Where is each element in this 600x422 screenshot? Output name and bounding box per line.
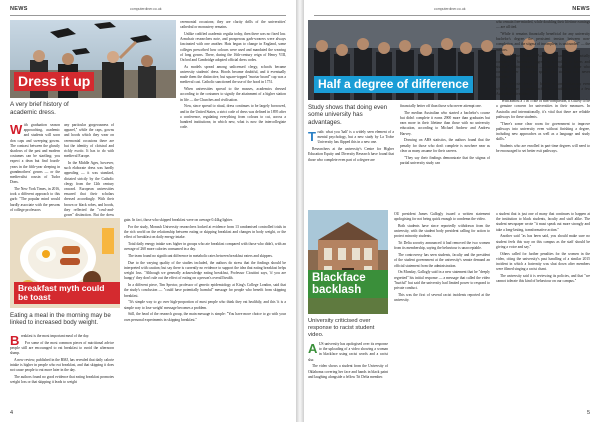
paragraph: Total daily energy intake was higher in groups who ate breakfast compared with those who didn't, with an average of 260 more calories consumed in a day. xyxy=(124,242,286,252)
page-number: 4 xyxy=(10,410,14,416)
paragraph: ruth: what you 'half' is a widely seen element of a mental psychology, but a new study by La Trobe University has flipped this in a new one. xyxy=(317,130,394,145)
paragraph: a student that is just one of many that continues to happen at the institution to black students, faculty and staff alike. The student newspaper wrote "it must speak out more strongly and take a long-lasting, transformative action." xyxy=(496,212,590,232)
story1-col2 xyxy=(64,123,114,218)
paragraph: Others called for further penalties for the women in the video, citing the university's past handling of a similar 2015 incident in which a fraternity was shut down after members were filmed singing a racist chant. xyxy=(496,251,590,272)
paragraph: US university has apologised over its response to the uploading of a video showing a woman in blackface using racist words and a racist slur. xyxy=(308,342,388,362)
header-rule xyxy=(10,15,286,16)
story4-col3 xyxy=(496,212,590,408)
story2-col1 xyxy=(10,334,114,408)
site-url: computerdiner.co.uk xyxy=(434,7,466,11)
story1-standfirst: A very brief history of academic dress. xyxy=(10,101,69,116)
paragraph: The authors found no good evidence that eating breakfast promotes weight loss or that skipping it leads to weight xyxy=(10,375,114,385)
dropcap: T xyxy=(308,129,316,144)
paragraph: As models spread among unlicensed clergy, schools became university students' dress. Hoods became doubtful, and it eventually made them the distinctive, but square-topped "mortar board" cap was a medieval cast. Catholic sanctioned the use of the hood in 1751. xyxy=(180,64,286,85)
paragraph: On Monday, Gallogly said in a new statement that he "deeply regretted" his initial response — a message that called the video "hurtful" but said the university had limited power to respond to private conduct. xyxy=(394,270,490,291)
paragraph: "They say their findings demonstrate that the stigma of partial university study can xyxy=(400,155,490,165)
paragraph: gain. In fact, those who skipped breakfast were on average 0.44kg lighter. xyxy=(124,218,233,222)
story4-standfirst: University criticised over response to racist student video. xyxy=(308,318,375,338)
paragraph: reakfast is the most important meal of the day. xyxy=(20,334,90,338)
paragraph: "It's simple way to go over high-proportion of most people who think they eat healthily, and this 'it is a simple way to lose weight' message becomes a problem. xyxy=(124,300,286,310)
story3-col1 xyxy=(308,130,394,206)
section-label: NEWS xyxy=(10,6,28,12)
paragraph: Drawing on ABS statistics, the authors found that the penalty for those who don't complete is nowhere near as clear as many assume for their careers. xyxy=(400,138,490,153)
dropcap: A xyxy=(308,341,318,356)
paragraph: "There's some clear room for government to improve pathways into university even without finishing a degree, including new approaches as well as a language and study skills." xyxy=(496,121,590,142)
paragraph: The university said it is reviewing its policies, and that "we cannot tolerate this kind of behaviour on our campus." xyxy=(496,274,590,284)
campus-photo xyxy=(308,210,388,314)
story1-headline: Dress it up xyxy=(14,72,94,91)
story4-headline: Blackface backlash xyxy=(308,270,388,298)
paragraph: The median Australian who started a bachelor's course but didn't complete it earns 2900 more than graduates but earn more in their lifetime than those with no university education, according to Michael Andrew and Andrew Harvey. xyxy=(400,110,490,136)
paragraph: This was the first of several racist incidents reported at the university. xyxy=(394,292,490,303)
paragraph: A new review, published in the BMJ, has revealed that daily calorie intake is higher in people who eat breakfast, and that skipping it does not cause people to eat more later in the day. xyxy=(10,358,114,373)
paragraph: Both students have since reportedly withdrawn from the university, with the student body president calling for action to protect minority students. xyxy=(394,224,490,239)
page-header xyxy=(10,6,286,18)
paragraph: "With almost a 1 in 5 rate of non-completion, it's likely to be a genuine concern for universities in their measures. In Australia and internationally, it's vital that there are reliable pathways for these students. xyxy=(496,99,590,119)
paragraph: Tri Delta sorority announced it had removed the two women from its membership, saying the behaviour is unacceptable. xyxy=(394,241,490,251)
header-rule xyxy=(314,15,590,16)
paragraph: Another said "as has been said, you should make sure no student feels this way on this campus as the staff should be giving a voice and say." xyxy=(496,234,590,249)
dropcap: W xyxy=(10,122,23,137)
paragraph: "While it remains financially beneficial for any university bachelor's degree, the persistent tension between non-completion, and the stigma of incomplete, is unfounded" — the authors. xyxy=(496,32,590,52)
story1-col1 xyxy=(10,123,60,218)
breakfast-photo xyxy=(10,218,120,308)
paragraph: Around one million Australians have only partially completed a bachelor's degree, or according to Lucas and students' lifetime earnings — those results for those who complete over what they spend: that students who never complete. xyxy=(496,54,590,80)
story1-col3 xyxy=(180,20,286,200)
paragraph: Due to the varying quality of the studies included, the authors do stress that the findings should be interpreted with caution; but say there is currently no evidence to support the idea that eating breakfast helps weight loss. "Although we generally acknowledge eating breakfast, Professor Cicuttini says, 'if you are hungry' they don't rule out the effect of eating on a person's overall health. xyxy=(124,260,286,281)
paragraph: "Our analysis shows the benefit of some university even when there are no pupils included — students at only a few Australian universities. xyxy=(496,82,590,97)
paragraph: For the study, Monash University researchers looked at evidence from 13 randomised controlled trials in the rich world on the relationship between eating or skipping breakfast and changes in body weight, or the effect of breakfast on daily energy intake. xyxy=(124,224,286,240)
paragraph: Unlike codified academic regalia today, then there was no fixed law. Armchair researchers note, and prosperous garb-wearers were always fascinated with one another. Hats began to change in England, some colleges prescribed how colours were used and mandated the wearing of long gowns. There, during the 16th-century reign of Henry VIII, Oxford and Cambridge adopted official dress codes. xyxy=(180,32,286,63)
story4-col1 xyxy=(308,342,388,408)
section-label: NEWS xyxy=(572,6,590,12)
story3-col2 xyxy=(400,104,490,206)
page-number: 5 xyxy=(586,410,590,416)
paragraph: The team found no significant difference in metabolic rates between breakfast eaters and skippers. xyxy=(128,254,273,258)
paragraph: In a different piece, Tim Spector, professor of genetic epidemiology at King's College London, said that the study's conclusion — "could have potentially harmful" message for people who benefit from skipping breakfast. xyxy=(124,283,286,298)
story2-standfirst: Eating a meal in the morning may be linked to increased body weight. xyxy=(10,312,111,327)
paragraph: Students who are enrolled in part-time degrees will need to be encouraged to set better exit pathways. xyxy=(496,144,590,154)
paragraph: The controversy has seen students, faculty and the president of the student government at the university's senate demand an official statement from the administration. xyxy=(394,253,490,268)
paragraph: financially better off than those who never attempt one. xyxy=(400,104,482,108)
dropcap: B xyxy=(10,333,20,348)
paragraph: Researchers at the university's Centre for Higher Education Equity and Diversity Research have found that those who complete even part of a degree are xyxy=(308,147,394,162)
paragraph: For some of the most common pieces of nutritional advice people still are encouraged to eat breakfast to avoid the afternoon slump. xyxy=(10,340,114,356)
left-page xyxy=(0,0,296,422)
site-url: computerdiner.co.uk xyxy=(130,7,162,11)
paragraph: The New York Times, in 2016, took a different approach to this garb: "The popular mind would hardly associate with the persons of college professors xyxy=(10,187,60,212)
right-page xyxy=(304,0,600,422)
story2-col2 xyxy=(124,218,286,408)
paragraph: any particular gorgeousness of apparel," while the caps, gowns and hoods which they wear on ceremonial occasions there are but the identity of cloistral and richly exotic. It has to do with medieval Europe. xyxy=(64,123,114,159)
graduation-photo xyxy=(10,20,176,98)
paragraph: who remain free-minded, while doubling their lifetime earnings — are all tied. xyxy=(496,20,591,30)
paragraph: ith graduation season approaching, academic and students will soon don caps and sweeping gowns. The contrast between the ghostly shadows of the past and modern costumes can be startling; you expect a dean but find fourth-years in the fifth-year sleeping in grandmothers' gowns — or the medievalist cousin of Tudor Dons. xyxy=(10,123,60,185)
paragraph: The video shows a student from the University of Oklahoma covering her face and hands in black paint and laughing alongside a fellow Tri Delta member. xyxy=(308,364,388,379)
spine-gutter xyxy=(296,0,304,422)
story4-col2 xyxy=(394,212,490,408)
paragraph: ceremonial occasions; they are clarity drills of the universities' cathedral or monastery remains. xyxy=(180,20,286,30)
paragraph: When universities spread to the masses, academics dressed according to the costumes to signify the attainment of a higher station in life — the Churches and civilisation. xyxy=(180,87,286,102)
paragraph: Still, the head of the research group, the main message is simple: "You have more choice to go with your own personal experiments in skipping breakfast." xyxy=(124,312,286,322)
story2-headline: Breakfast myth could be toast xyxy=(14,282,120,304)
story3-headline: Half a degree of difference xyxy=(314,76,473,93)
story3-col3 xyxy=(496,20,590,206)
paragraph: OU president James Gallogly issued a written statement apologising for not being quick enough to condemn the video. xyxy=(394,212,490,222)
paragraph: Now, since spread to ritual, dress continues to be largely borrowed, and in the United States, a strict code of dress was defined in 1895 after a conference, regulating everything from colours to cut, across a hundred institutions; in which new, what is now the intercollegiate code. xyxy=(180,104,286,130)
story3-standfirst: Study shows that doing even some university has advantages. xyxy=(308,104,388,126)
page-header xyxy=(314,6,590,18)
paragraph: In the Middle Ages, however, such elaborate dress was hardly appealing — it was standard, dictated strictly by the Catholic clergy from the 12th century onward. European universities ensured that their scholars dressed accordingly. With their brown or black robes, and hoods, they reflected the "cowl-and-gown" distinction. But the dress xyxy=(64,161,114,218)
